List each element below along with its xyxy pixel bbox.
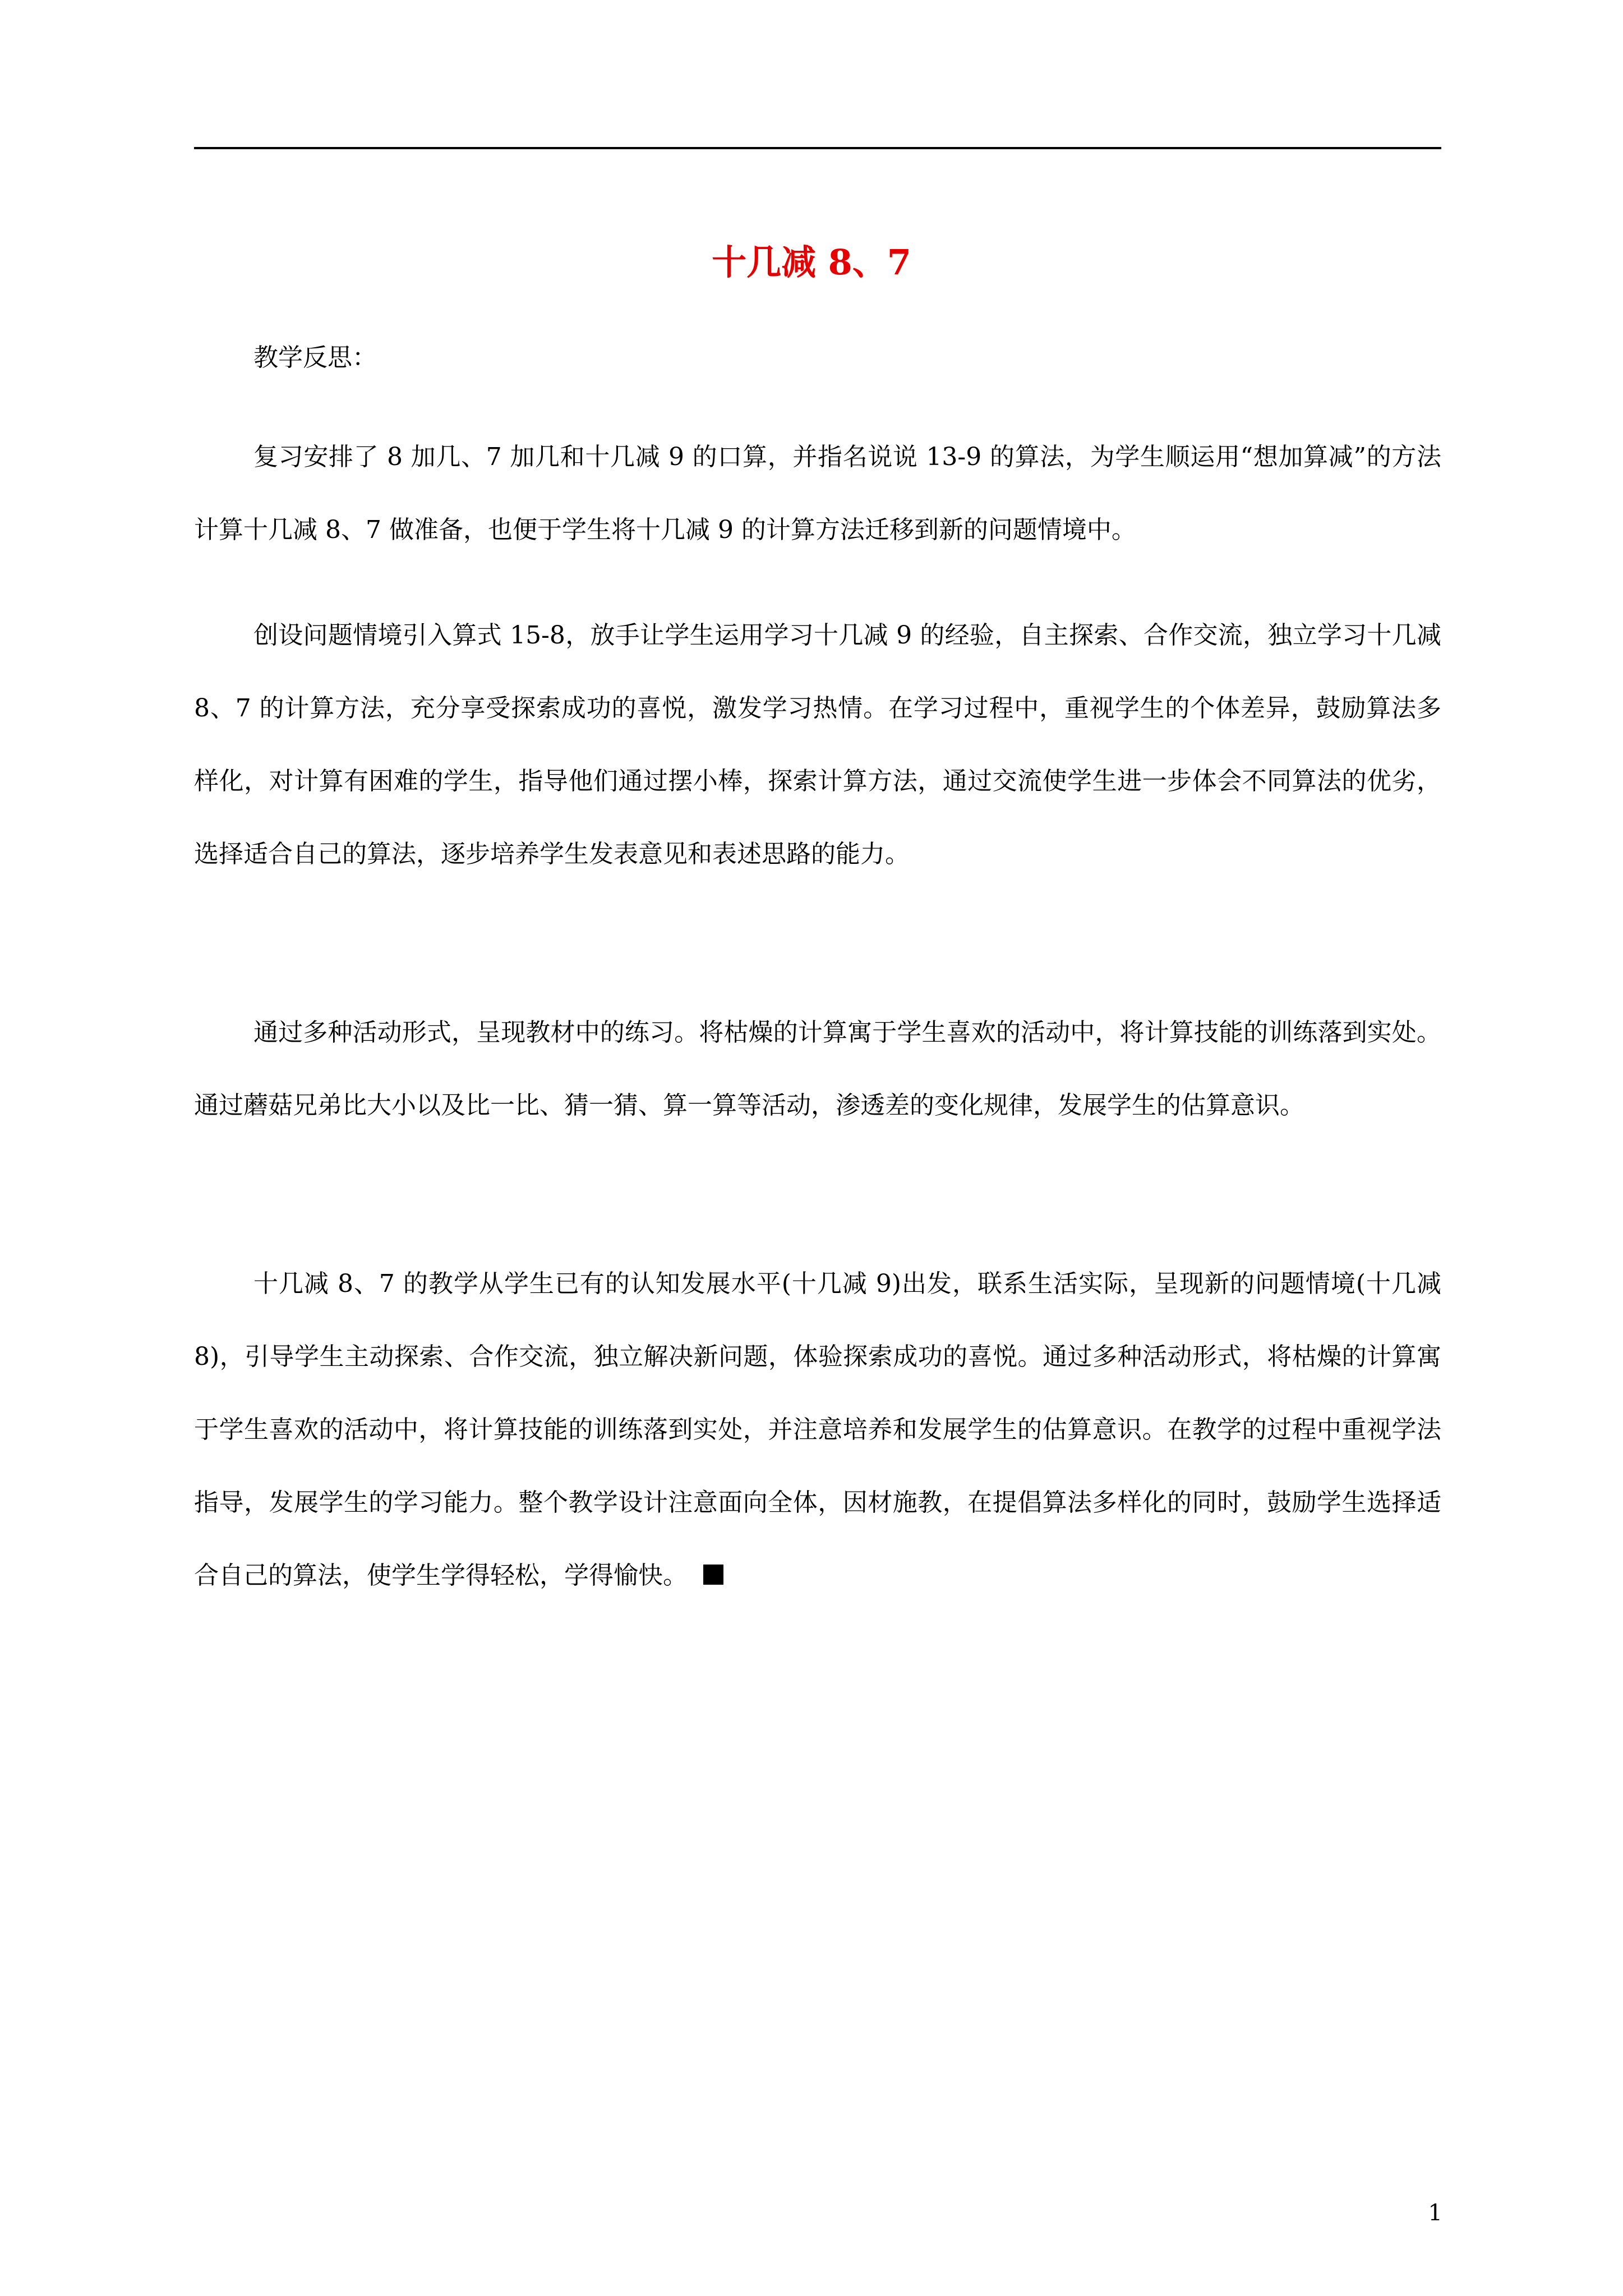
paragraph-1: 复习安排了 8 加几、7 加几和十几减 9 的口算，并指名说说 13-9 的算法，为学生顺运用“想加算减”的方法计算十几减 8、7 做准备，也便于学生将十几减 9 的计算方法迁移到新的问题情境中。	[194, 443, 1441, 544]
section-label: 教学反思：	[253, 343, 377, 372]
black-square-icon	[703, 1565, 723, 1585]
page-number: 1	[1428, 2200, 1442, 2226]
paragraph-3: 通过多种活动形式，呈现教材中的练习。将枯燥的计算寓于学生喜欢的活动中，将计算技能的训练落到实处。通过蘑菇兄弟比大小以及比一比、猜一猜、算一算等活动，渗透差的变化规律，发展学生的估算意识。	[194, 1018, 1441, 1120]
paragraph-4	[194, 1248, 1441, 1612]
paragraph-2: 创设问题情境引入算式 15-8，放手让学生运用学习十几减 9 的经验，自主探索、合作交流，独立学习十几减 8、7 的计算方法，充分享受探索成功的喜悦，激发学习热情。在学习过程中，重视学生的个体差异，鼓励算法多样化，对计算有困难的学生，指导他们通过摆小棒，探索计算方法，通过交流使学生进一步体会不同算法的优劣，选择适合自己的算法，逐步培养学生发表意见和表述思路的能力。	[194, 621, 1441, 868]
paragraph-4-text: 十几减 8、7 的教学从学生已有的认知发展水平(十几减 9)出发，联系生活实际，呈现新的问题情境(十几减 8)，引导学生主动探索、合作交流，独立解决新问题，体验探索成功的喜悦。通过多种活动形式，将枯燥的计算寓于学生喜欢的活动中，将计算技能的训练落到实处，并注意培养和发展学生的估算意识。在教学的过程中重视学法指导，发展学生的学习能力。整个教学设计注意面向全体，因材施教，在提倡算法多样化的同时，鼓励学生选择适合自己的算法，使学生学得轻松，学得愉快。	[194, 1269, 1441, 1590]
document-title: 十几减 8、7	[712, 242, 911, 283]
header-rule	[194, 147, 1441, 149]
